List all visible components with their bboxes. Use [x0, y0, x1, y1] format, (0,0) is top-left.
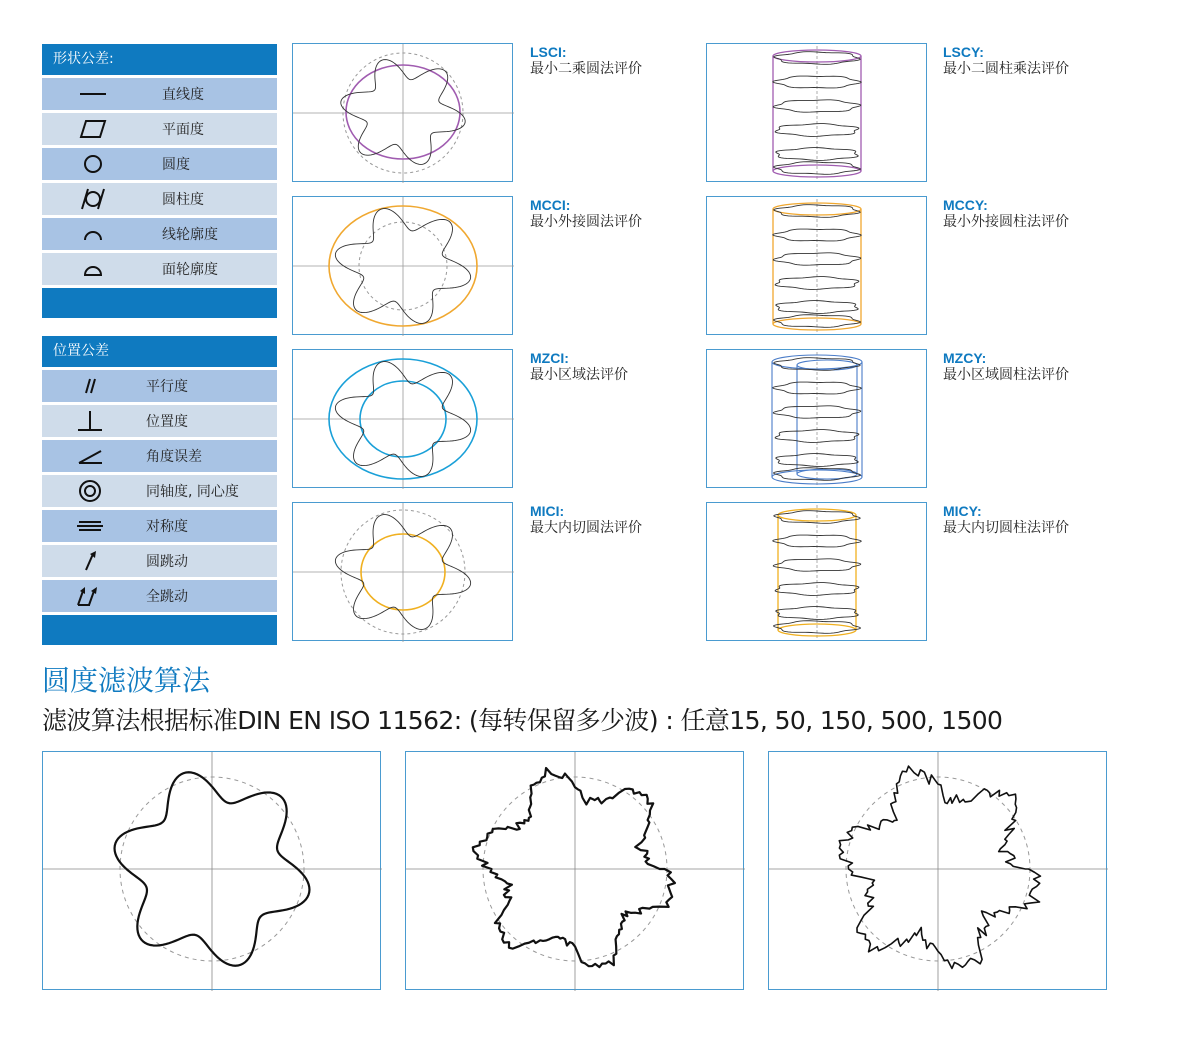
- tolerance-label: 对称度: [146, 519, 188, 535]
- parallelism-icon: [42, 370, 138, 402]
- position-tolerance-footer: [42, 615, 277, 645]
- symmetry-icon: [42, 510, 138, 542]
- perpendicularity-icon: [42, 405, 138, 437]
- micy-diagram: [706, 502, 927, 641]
- position-tolerance-title: 位置公差: [42, 336, 277, 367]
- method-code: MZCY:: [943, 350, 987, 366]
- method-code: MZCI:: [530, 350, 569, 366]
- filter-section-title: 圆度滤波算法: [42, 664, 211, 697]
- tolerance-row-perpendicularity: [42, 405, 277, 437]
- form-tolerance-table: [42, 44, 277, 318]
- tolerance-label: 位置度: [146, 414, 188, 430]
- mici-caption: [530, 503, 642, 537]
- tolerance-row-surface-profile: [42, 253, 277, 285]
- lsci-diagram: [292, 43, 513, 182]
- tolerance-label: 角度误差: [146, 449, 202, 465]
- measured-section-profile: [775, 430, 859, 443]
- tolerance-row-roundness: [42, 148, 277, 180]
- method-description: 最小外接圆法评价: [530, 214, 642, 230]
- tolerance-label: 面轮廓度: [162, 262, 218, 278]
- roundness-icon: [42, 148, 144, 180]
- filtered-profile: [473, 768, 675, 967]
- mcci-caption: [530, 197, 642, 231]
- tolerance-row-angularity: [42, 440, 277, 472]
- filtered-profile: [839, 766, 1040, 968]
- method-description: 最小二圆柱乘法评价: [943, 61, 1069, 77]
- line-profile-icon: [42, 218, 144, 250]
- method-description: 最小外接圆柱法评价: [943, 214, 1069, 230]
- method-description: 最小区域法评价: [530, 367, 628, 383]
- angularity-icon: [42, 440, 138, 472]
- method-code: MICI:: [530, 503, 565, 519]
- circular-runout-icon: [42, 545, 138, 577]
- mccy-caption: [943, 197, 1069, 231]
- tolerance-label: 全跳动: [146, 589, 188, 605]
- tolerance-row-line-profile: [42, 218, 277, 250]
- method-description: 最小区域圆柱法评价: [943, 367, 1069, 383]
- form-tolerance-footer: [42, 288, 277, 318]
- mcci-diagram: [292, 196, 513, 335]
- measured-section-profile: [775, 583, 859, 596]
- lscy-caption: [943, 44, 1069, 78]
- tolerance-row-parallelism: [42, 370, 277, 402]
- tolerance-label: 圆跳动: [146, 554, 188, 570]
- tolerance-label: 平行度: [146, 379, 188, 395]
- lscy-diagram: [706, 43, 927, 182]
- method-code: LSCY:: [943, 44, 984, 60]
- tolerance-row-straightness: [42, 78, 277, 110]
- mzci-diagram: [292, 349, 513, 488]
- tolerance-label: 圆柱度: [162, 192, 204, 208]
- method-code: LSCI:: [530, 44, 567, 60]
- method-code: MICY:: [943, 503, 982, 519]
- cylindricity-icon: [42, 183, 144, 215]
- method-description: 最大内切圆柱法评价: [943, 520, 1069, 536]
- mzcy-diagram: [706, 349, 927, 488]
- tolerance-label: 圆度: [162, 157, 190, 173]
- method-code: MCCY:: [943, 197, 988, 213]
- surface-profile-icon: [42, 253, 144, 285]
- mccy-diagram: [706, 196, 927, 335]
- filter-profile-high: [768, 751, 1107, 990]
- concentricity-icon: [42, 475, 138, 507]
- method-code: MCCI:: [530, 197, 571, 213]
- tolerance-label: 线轮廓度: [162, 227, 218, 243]
- micy-caption: [943, 503, 1069, 537]
- mzci-caption: [530, 350, 628, 384]
- tolerance-label: 同轴度, 同心度: [146, 484, 239, 500]
- tolerance-label: 直线度: [162, 87, 204, 103]
- position-tolerance-table: [42, 336, 277, 645]
- filter-profile-low: [42, 751, 381, 990]
- tolerance-row-symmetry: [42, 510, 277, 542]
- method-description: 最小二乘圆法评价: [530, 61, 642, 77]
- tolerance-row-cylindricity: [42, 183, 277, 215]
- lsci-caption: [530, 44, 642, 78]
- mici-diagram: [292, 502, 513, 641]
- filter-profile-medium: [405, 751, 744, 990]
- straightness-icon: [42, 78, 144, 110]
- flatness-icon: [42, 113, 144, 145]
- total-runout-icon: [42, 580, 138, 612]
- filter-section-subtitle: 滤波算法根据标准DIN EN ISO 11562: (每转保留多少波) : 任意15, 50, 150, 500, 1500: [42, 706, 1003, 735]
- tolerance-label: 平面度: [162, 122, 204, 138]
- method-description: 最大内切圆法评价: [530, 520, 642, 536]
- tolerance-row-total-runout: [42, 580, 277, 612]
- tolerance-row-flatness: [42, 113, 277, 145]
- measured-section-profile: [775, 277, 859, 290]
- tolerance-row-circular-runout: [42, 545, 277, 577]
- form-tolerance-title: 形状公差:: [42, 44, 277, 75]
- mzcy-caption: [943, 350, 1069, 384]
- measured-section-profile: [775, 124, 859, 137]
- tolerance-row-concentricity: [42, 475, 277, 507]
